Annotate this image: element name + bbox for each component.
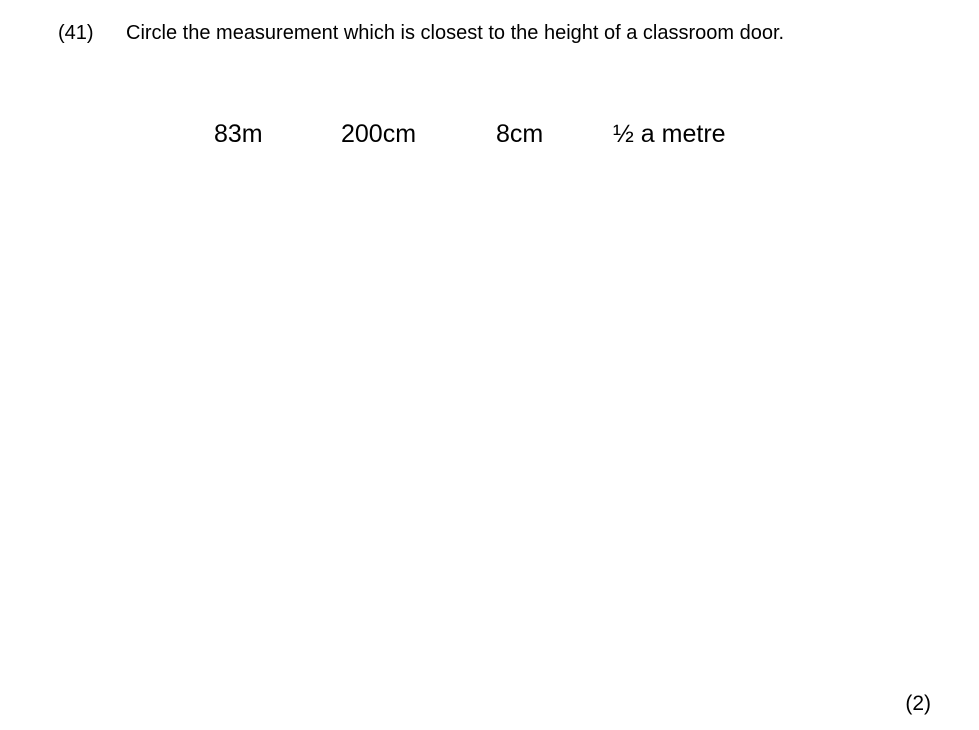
question-number: (41) [58,22,94,44]
marks-allocation: (2) [905,692,931,715]
question-text: Circle the measurement which is closest to the height of a classroom door. [126,22,785,44]
option-8cm[interactable]: 8cm [496,120,544,148]
answer-options [0,118,979,152]
option-200cm[interactable]: 200cm [341,120,417,148]
option-83m[interactable]: 83m [214,120,263,148]
option-half-metre[interactable]: ½ a metre [613,120,726,148]
